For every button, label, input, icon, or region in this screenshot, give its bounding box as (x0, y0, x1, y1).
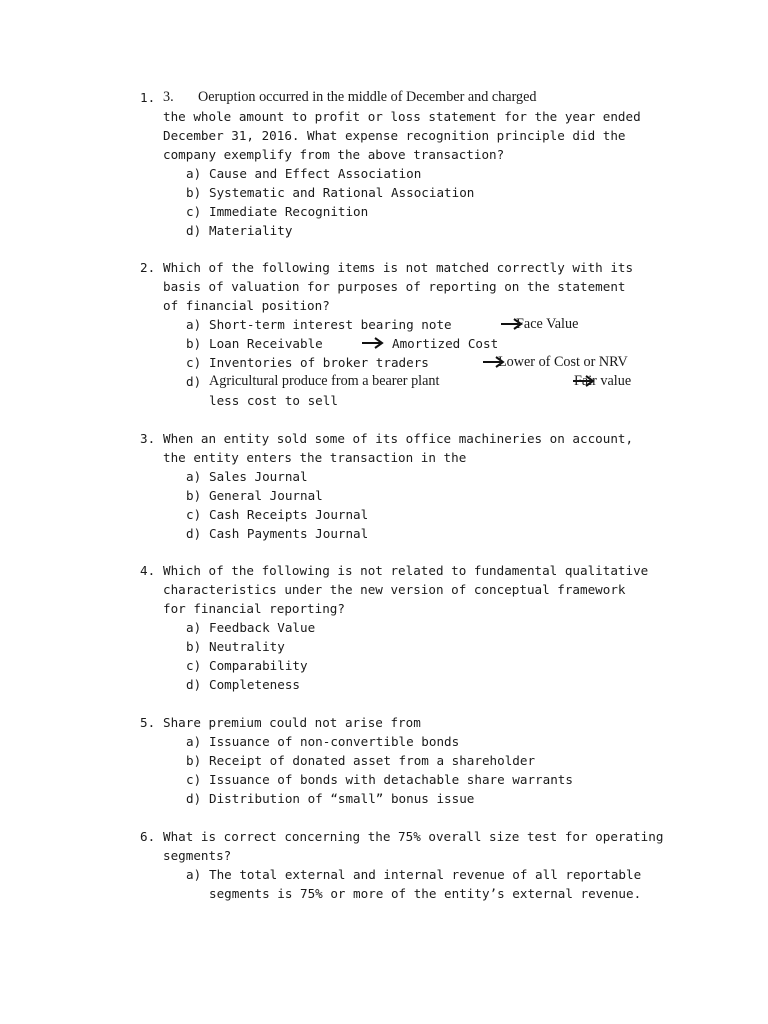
option-text: Issuance of non-convertible bonds (209, 734, 460, 749)
question-text-line: Which of the following is not related to fundamental qualitative (163, 563, 649, 578)
option-text: Receipt of donated asset from a shareholder (209, 753, 536, 768)
question-text-line: Share premium could not arise from (163, 715, 421, 730)
question-number: 6. (140, 829, 156, 844)
option-text: Distribution of “small” bonus issue (209, 791, 475, 806)
option-label: d) (186, 677, 202, 692)
question-text-line: Which of the following items is not matched correctly with its (163, 260, 634, 275)
option-label: b) (186, 336, 202, 351)
option-label: a) (186, 620, 202, 635)
option-text: Issuance of bonds with detachable share warrants (209, 772, 573, 787)
option-label: a) (186, 166, 202, 181)
question-number: 3. (140, 431, 156, 446)
option-label: c) (186, 658, 202, 673)
option-text: Agricultural produce from a bearer plant (209, 373, 440, 389)
option-text: Comparability (209, 658, 308, 673)
option-label: a) (186, 317, 202, 332)
question-number: 2. (140, 260, 156, 275)
option-text-continued: less cost to sell (209, 393, 338, 408)
option-text: Feedback Value (209, 620, 316, 635)
option-text: Inventories of broker traders (209, 355, 429, 370)
option-text: Sales Journal (209, 469, 308, 484)
option-label: b) (186, 639, 202, 654)
option-label: a) (186, 734, 202, 749)
right-arrow-icon (361, 336, 385, 350)
option-label: b) (186, 753, 202, 768)
option-label: c) (186, 772, 202, 787)
question-text-line: characteristics under the new version of conceptual framework (163, 582, 626, 597)
question-text-line: of financial position? (163, 298, 330, 313)
option-text-continued: segments is 75% or more of the entity’s external revenue. (209, 886, 642, 901)
question-sub-number: 3. (163, 89, 174, 105)
option-text: Cash Payments Journal (209, 526, 369, 541)
option-label: d) (186, 791, 202, 806)
question-text-line: company exemplify from the above transaction? (163, 147, 505, 162)
option-text: Neutrality (209, 639, 285, 654)
option-label: c) (186, 204, 202, 219)
option-match: Face Value (516, 316, 579, 332)
question-number: 5. (140, 715, 156, 730)
option-label: d) (186, 526, 202, 541)
option-label: a) (186, 469, 202, 484)
option-match: Fair value (574, 373, 632, 389)
question-text-line: When an entity sold some of its office machineries on account, (163, 431, 634, 446)
question-text-line: segments? (163, 848, 232, 863)
option-text: The total external and internal revenue of all reportable (209, 867, 642, 882)
option-label: d) (186, 223, 202, 238)
question-number: 1. (140, 90, 156, 105)
option-text: Materiality (209, 223, 293, 238)
option-text: Loan Receivable (209, 336, 323, 351)
option-text: Cause and Effect Association (209, 166, 422, 181)
option-label: b) (186, 488, 202, 503)
option-label: d) (186, 374, 202, 389)
option-text: Completeness (209, 677, 300, 692)
question-text-line: basis of valuation for purposes of reporting on the statement (163, 279, 626, 294)
option-label: c) (186, 507, 202, 522)
option-label: c) (186, 355, 202, 370)
question-number: 4. (140, 563, 156, 578)
option-match: Lower of Cost or NRV (498, 354, 628, 370)
option-text: General Journal (209, 488, 323, 503)
question-text-line: What is correct concerning the 75% overall size test for operating (163, 829, 664, 844)
option-label: b) (186, 185, 202, 200)
question-text-line: December 31, 2016. What expense recognition principle did the (163, 128, 626, 143)
option-match: Amortized Cost (392, 336, 499, 351)
question-text-line: the entity enters the transaction in the (163, 450, 467, 465)
option-text: Short-term interest bearing note (209, 317, 452, 332)
option-text: Systematic and Rational Association (209, 185, 475, 200)
option-text: Cash Receipts Journal (209, 507, 369, 522)
question-text-line: Oeruption occurred in the middle of December and charged (198, 89, 537, 105)
question-text-line: the whole amount to profit or loss statement for the year ended (163, 109, 641, 124)
option-text: Immediate Recognition (209, 204, 369, 219)
option-label: a) (186, 867, 202, 882)
question-text-line: for financial reporting? (163, 601, 345, 616)
